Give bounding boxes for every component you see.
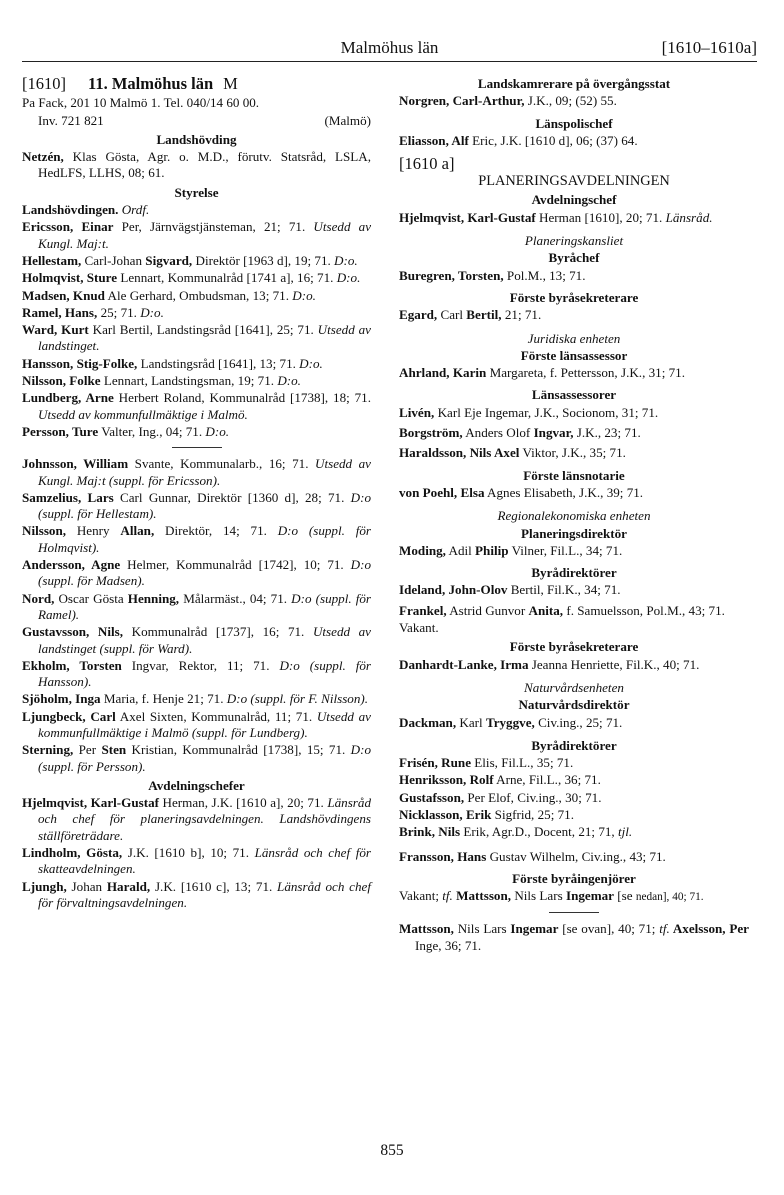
entry-von-poehl: von Poehl, Elsa Agnes Elisabeth, J.K., 39; 71. (399, 484, 644, 500)
header-rule (22, 61, 757, 62)
entry-landshovdingen: Landshövdingen. Ordf. (22, 202, 150, 218)
entry-ahrland: Ahrland, Karin Margareta, f. Pettersson, J.K., 31; 71. (399, 365, 685, 381)
entry-lindholm: Lindholm, Gösta, J.K. [1610 b], 10; 71. Länsråd och chef för skatteavdelningen. (22, 845, 371, 877)
entry-johnsson: Johnsson, William Svante, Kommunalarb., 16; 71. Utsedd av Kungl. Maj:t (suppl. för Ericsson). (22, 456, 371, 488)
heading-forste-lansassessor: Förste länsassessor (520, 347, 628, 363)
heading-forste-byrasekr: Förste byråsekreterare (509, 289, 639, 305)
entry-persson: Persson, Ture Valter, Ing., 04; 71. D:o. (22, 423, 230, 439)
entry-sterning: Sterning, Per Sten Kristian, Kommunalråd [1738], 15; 71. D:o (suppl. för Persson). (22, 742, 371, 774)
subsection-code: [1610 a] (399, 154, 455, 174)
heading-landshovding: Landshövding (156, 131, 237, 147)
entry-sjoholm: Sjöholm, Inga Maria, f. Henje 21; 71. D:o (suppl. för F. Nilsson). (22, 691, 369, 707)
entry-nicklasson: Nicklasson, Erik Sigfrid, 25; 71. (399, 806, 574, 822)
entry-brink: Brink, Nils Erik, Agr.D., Docent, 21; 71, tjl. (399, 824, 633, 840)
entry-frankel: Frankel, Astrid Gunvor Anita, f. Samuelsson, Pol.M., 43; 71. (399, 602, 725, 618)
entry-hjelmqvist-r: Hjelmqvist, Karl-Gustaf Herman [1610], 20; 71. Länsråd. (399, 209, 713, 225)
section-code: [1610] (22, 74, 66, 93)
heading-byradirektorer-1: Byrådirektörer (531, 565, 617, 581)
address-line-2 (22, 113, 371, 129)
header-range: [1610–1610a] (661, 38, 757, 57)
department-title: PLANERINGSAVDELNINGEN (478, 173, 670, 190)
entry-moding: Moding, Adil Philip Vilner, Fil.L., 34; 71. (399, 542, 623, 558)
entry-madsen: Madsen, Knud Ale Gerhard, Ombudsman, 13; 71. D:o. (22, 287, 316, 303)
page-number: 855 (380, 1142, 404, 1159)
entry-mattsson: Mattsson, Nils Lars Ingemar [se ovan], 40; 71; tf. Axelsson, Per Inge, 36; 71. (399, 921, 749, 953)
section-letter: M (223, 74, 238, 93)
entry-ljungbeck: Ljungbeck, Carl Axel Sixten, Kommunalråd, 11; 71. Utsedd av kommunfullmäktige i Malmö (suppl. för Lundberg). (22, 708, 371, 740)
left-column (22, 76, 371, 912)
entry-samzelius: Samzelius, Lars Carl Gunnar, Direktör [1360 d], 28; 71. D:o (suppl. för Hellestam). (22, 489, 372, 522)
unit-juridiska: Juridiska enheten (527, 330, 621, 346)
entry-ramel: Ramel, Hans, 25; 71. D:o. (22, 304, 164, 320)
entry-fransson: Fransson, Hans Gustav Wilhelm, Civ.ing., 43; 71. (399, 848, 666, 864)
section-title (22, 76, 371, 92)
unit-regionalekonomiska: Regionalekonomiska enheten (497, 508, 651, 524)
heading-forste-byrasekr-2: Förste byråsekreterare (509, 639, 639, 655)
entry-borgstrom: Borgström, Anders Olof Ingvar, J.K., 23; 71. (399, 425, 641, 441)
entry-hellestam: Hellestam, Carl-Johan Sigvard, Direktör [1963 d], 19; 71. D:o. (22, 252, 358, 268)
entry-liven: Livén, Karl Eje Ingemar, J.K., Socionom, 31; 71. (399, 404, 659, 420)
entry-norgren: Norgren, Carl-Arthur, J.K., 09; (52) 55. (399, 93, 617, 109)
entry-netzen: Netzén, Klas Gösta, Agr. o. M.D., förutv. Statsråd, LSLA, HedLFS, LLHS, 08; 61. (22, 149, 371, 181)
entry-nilsson-folke: Nilsson, Folke Lennart, Landstingsman, 19; 71. D:o. (22, 373, 301, 389)
entry-egard: Egard, Carl Bertil, 21; 71. (399, 307, 542, 323)
entry-ljungh: Ljungh, Johan Harald, J.K. [1610 c], 13; 71. Länsråd och chef för förvaltningsavdelningen. (22, 878, 371, 910)
section-name: 11. Malmöhus län (88, 74, 214, 93)
entry-eliasson: Eliasson, Alf Eric, J.K. [1610 d], 06; (37) 64. (399, 132, 638, 148)
unit-naturvard: Naturvårdsenheten (524, 679, 624, 695)
separator-right (549, 912, 599, 913)
running-header (22, 38, 757, 60)
entry-ideland: Ideland, John-Olov Bertil, Fil.K., 34; 71. (399, 582, 621, 598)
right-column (399, 76, 749, 955)
entry-hansson: Hansson, Stig-Folke, Landstingsråd [1641], 13; 71. D:o. (22, 355, 323, 371)
entry-hjelmqvist: Hjelmqvist, Karl-Gustaf Herman, J.K. [1610 a], 20; 71. Länsråd och chef för planeringsavdelningen. Landshövdingens ställföreträdare. (22, 795, 371, 843)
address-line: Pa Fack, 201 10 Malmö 1. Tel. 040/14 60 00. (22, 95, 260, 111)
entry-lundberg: Lundberg, Arne Herbert Roland, Kommunalråd [1738], 18; 71. Utsedd av kommunfullmäktige i Malmö. (22, 390, 371, 422)
city-note: (Malmö) (324, 112, 371, 128)
heading-styrelse: Styrelse (174, 184, 219, 200)
entry-gustavsson: Gustavsson, Nils, Kommunalråd [1737], 16; 71. Utsedd av landstinget (suppl. för Ward). (22, 624, 371, 656)
heading-byradirektorer-2: Byrådirektörer (531, 737, 617, 753)
entry-buregren: Buregren, Torsten, Pol.M., 13; 71. (399, 267, 586, 283)
entry-holmqvist: Holmqvist, Sture Lennart, Kommunalråd [1741 a], 16; 71. D:o. (22, 270, 361, 286)
heading-naturvardsdirektor: Naturvårdsdirektör (518, 697, 630, 713)
entry-frisen: Frisén, Rune Elis, Fil.L., 35; 71. (399, 755, 574, 771)
heading-avdelningschef: Avdelningschef (531, 192, 617, 208)
entry-nord: Nord, Oscar Gösta Henning, Målarmäst., 04; 71. D:o (suppl. för Ramel). (22, 590, 372, 622)
heading-planeringsdirektor: Planeringsdirektör (521, 525, 627, 541)
entry-nilsson-henry: Nilsson, Henry Allan, Direktör, 14; 71. D:o (suppl. för Holmqvist). (22, 523, 371, 555)
separator (172, 447, 222, 448)
heading-forste-lansnotarie: Förste länsnotarie (523, 467, 625, 483)
entry-gustafsson: Gustafsson, Per Elof, Civ.ing., 30; 71. (399, 789, 602, 805)
entry-andersson: Andersson, Agne Helmer, Kommunalråd [1742], 10; 71. D:o (suppl. för Madsen). (22, 557, 371, 589)
entry-henriksson: Henriksson, Rolf Arne, Fil.L., 36; 71. (399, 772, 601, 788)
heading-byrachef: Byråchef (548, 250, 600, 266)
unit-planeringskansliet: Planeringskansliet (524, 233, 624, 249)
entry-ekholm: Ekholm, Torsten Ingvar, Rektor, 11; 71. D:o (suppl. för Hansson). (22, 657, 371, 690)
entry-danhardt-lanke: Danhardt-Lanke, Irma Jeanna Henriette, Fil.K., 40; 71. (399, 656, 700, 672)
heading-forste-byraingenjorer: Förste byråingenjörer (512, 870, 636, 886)
entry-haraldsson: Haraldsson, Nils Axel Viktor, J.K., 35; 71. (399, 445, 626, 461)
entry-ericsson: Ericsson, Einar Per, Järnvägstjänsteman, 21; 71. Utsedd av Kungl. Maj:t. (22, 219, 372, 251)
inv-number: Inv. 721 821 (38, 112, 104, 128)
entry-dackman: Dackman, Karl Tryggve, Civ.ing., 25; 71. (399, 714, 623, 730)
heading-landskamrerare: Landskamrerare på övergångsstat (477, 76, 671, 91)
entry-vakant: Vakant. (399, 620, 439, 636)
heading-avdelningschefer: Avdelningschefer (148, 777, 245, 793)
heading-lanspolischef: Länspolischef (535, 115, 613, 131)
header-title: Malmöhus län (340, 38, 439, 57)
heading-lansassessorer: Länsassessorer (531, 387, 617, 403)
entry-vakant-tf: Vakant; tf. Mattsson, Nils Lars Ingemar [se nedan], 40; 71. (399, 888, 704, 904)
entry-ward: Ward, Kurt Karl Bertil, Landstingsråd [1641], 25; 71. Utsedd av landstinget. (22, 322, 371, 354)
